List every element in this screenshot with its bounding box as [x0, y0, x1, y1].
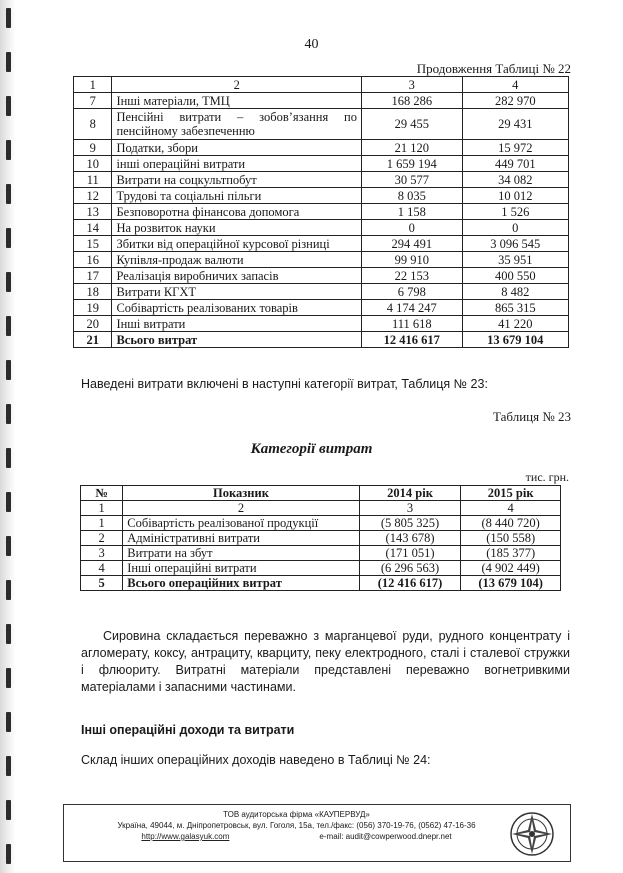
row-name: інші операційні витрати	[112, 156, 362, 172]
column-header: 2015 рік	[461, 486, 561, 501]
binding-mark	[6, 272, 11, 292]
value-2015: (8 440 720)	[461, 516, 561, 531]
row-number: 16	[74, 252, 112, 268]
table-row	[74, 109, 569, 140]
row-name: Пенсійні витрати – зобов’язання по пенсійному забезпеченню	[112, 109, 362, 140]
table-22	[73, 76, 569, 348]
value-2014: 30 577	[362, 172, 463, 188]
table-header-row	[81, 486, 561, 501]
row-number: 15	[74, 236, 112, 252]
value-2015: 282 970	[462, 93, 568, 109]
value-2015: 34 082	[462, 172, 568, 188]
row-name: Витрати на соцкультпобут	[112, 172, 362, 188]
binding-mark	[6, 712, 11, 732]
footer-text	[94, 809, 499, 842]
table-row	[74, 188, 569, 204]
table23-caption: Категорії витрат	[250, 441, 373, 457]
table-row	[74, 284, 569, 300]
table-row	[81, 531, 561, 546]
row-name: Витрати на збут	[123, 546, 359, 561]
row-name: Адміністративні витрати	[123, 531, 359, 546]
column-number: 2	[123, 501, 359, 516]
table-row	[74, 268, 569, 284]
row-number: 3	[81, 546, 123, 561]
row-number: 21	[74, 332, 112, 348]
row-name: Реалізація виробничих запасів	[112, 268, 362, 284]
value-2015: 0	[462, 220, 568, 236]
binding-mark	[6, 52, 11, 72]
binding-mark	[6, 140, 11, 160]
binding-mark	[6, 96, 11, 116]
row-number: 7	[74, 93, 112, 109]
binding-strip	[0, 0, 16, 873]
binding-mark	[6, 668, 11, 688]
value-2014: (12 416 617)	[359, 576, 461, 591]
binding-mark	[6, 756, 11, 776]
value-2014: 22 153	[362, 268, 463, 284]
value-2015: 865 315	[462, 300, 568, 316]
row-number: 12	[74, 188, 112, 204]
row-name: Витрати КГХТ	[112, 284, 362, 300]
section-subheading: Інші операційні доходи та витрати	[81, 723, 295, 737]
table23-units: тис. грн.	[525, 470, 569, 484]
intro-paragraph: Наведені витрати включені в наступні категорії витрат, Таблиця № 23:	[81, 377, 488, 391]
table-row	[74, 140, 569, 156]
value-2014: 12 416 617	[362, 332, 463, 348]
value-2014: 8 035	[362, 188, 463, 204]
value-2015: 35 951	[462, 252, 568, 268]
value-2014: 111 618	[362, 316, 463, 332]
row-number: 11	[74, 172, 112, 188]
value-2014: 6 798	[362, 284, 463, 300]
row-number: 14	[74, 220, 112, 236]
row-number: 5	[81, 576, 123, 591]
row-name: Собівартість реалізованої продукції	[123, 516, 359, 531]
footer-contacts	[94, 831, 499, 842]
table-header-cell: 3	[362, 77, 463, 93]
column-number: 3	[359, 501, 461, 516]
row-name: Всього витрат	[112, 332, 362, 348]
page-number: 40	[304, 37, 319, 52]
table-23	[80, 485, 561, 591]
row-name: Собівартість реалізованих товарів	[112, 300, 362, 316]
table-row	[81, 516, 561, 531]
table-total-row	[81, 576, 561, 591]
table-row	[81, 546, 561, 561]
row-number: 18	[74, 284, 112, 300]
value-2015: 13 679 104	[462, 332, 568, 348]
binding-mark	[6, 360, 11, 380]
row-name: Інші матеріали, ТМЦ	[112, 93, 362, 109]
binding-mark	[6, 580, 11, 600]
row-name: Збитки від операційної курсової різниці	[112, 236, 362, 252]
value-2014: 168 286	[362, 93, 463, 109]
table-row	[74, 172, 569, 188]
column-header: 2014 рік	[359, 486, 461, 501]
row-name: Безповоротна фінансова допомога	[112, 204, 362, 220]
footer-company: ТОВ аудиторська фірма «КАУПЕРВУД»	[223, 810, 370, 819]
table-row	[74, 316, 569, 332]
row-name: Трудові та соціальні пільги	[112, 188, 362, 204]
table-row	[81, 561, 561, 576]
row-name: Купівля-продаж валюти	[112, 252, 362, 268]
row-name: Всього операційних витрат	[123, 576, 359, 591]
row-name: На розвиток науки	[112, 220, 362, 236]
table-row	[74, 204, 569, 220]
binding-mark	[6, 316, 11, 336]
column-header: Показник	[123, 486, 359, 501]
row-number: 19	[74, 300, 112, 316]
binding-mark	[6, 228, 11, 248]
row-name: Податки, збори	[112, 140, 362, 156]
value-2014: (6 296 563)	[359, 561, 461, 576]
row-name: Інші операційні витрати	[123, 561, 359, 576]
row-number: 20	[74, 316, 112, 332]
value-2015: (4 902 449)	[461, 561, 561, 576]
page-footer	[63, 804, 571, 862]
table-row	[74, 220, 569, 236]
row-number: 4	[81, 561, 123, 576]
email-address: e-mail: audit@cowperwood.dnepr.net	[319, 832, 452, 841]
binding-mark	[6, 800, 11, 820]
row-number: 8	[74, 109, 112, 140]
binding-mark	[6, 8, 11, 28]
value-2014: 4 174 247	[362, 300, 463, 316]
row-name: Інші витрати	[112, 316, 362, 332]
column-number: 1	[81, 501, 123, 516]
value-2015: (185 377)	[461, 546, 561, 561]
value-2014: (143 678)	[359, 531, 461, 546]
value-2015: 3 096 545	[462, 236, 568, 252]
value-2015: 8 482	[462, 284, 568, 300]
value-2015: 41 220	[462, 316, 568, 332]
value-2015: 1 526	[462, 204, 568, 220]
value-2015: 449 701	[462, 156, 568, 172]
value-2015: 400 550	[462, 268, 568, 284]
value-2014: 1 158	[362, 204, 463, 220]
value-2015: 10 012	[462, 188, 568, 204]
website-link[interactable]: http://www.galasyuk.com	[141, 832, 230, 841]
table-header-cell: 1	[74, 77, 112, 93]
column-number: 4	[461, 501, 561, 516]
value-2015: (13 679 104)	[461, 576, 561, 591]
binding-mark	[6, 492, 11, 512]
table-row	[74, 300, 569, 316]
binding-mark	[6, 184, 11, 204]
table22-continued-label: Продовження Таблиці № 22	[416, 61, 571, 76]
binding-mark	[6, 404, 11, 424]
binding-mark	[6, 624, 11, 644]
footer-address: Україна, 49044, м. Дніпропетровськ, вул. Гоголя, 15а, тел./факс: (056) 370-19-76, (0562) 47-16-36	[117, 821, 476, 830]
table-numbering-row	[81, 501, 561, 516]
table-row	[74, 252, 569, 268]
row-number: 2	[81, 531, 123, 546]
table23-label: Таблиця № 23	[493, 409, 571, 424]
value-2015: 29 431	[462, 109, 568, 140]
row-number: 17	[74, 268, 112, 284]
table-header-cell: 4	[462, 77, 568, 93]
row-number: 10	[74, 156, 112, 172]
row-number: 1	[81, 516, 123, 531]
table-total-row	[74, 332, 569, 348]
binding-mark	[6, 844, 11, 864]
value-2014: 21 120	[362, 140, 463, 156]
value-2014: (5 805 325)	[359, 516, 461, 531]
value-2014: 29 455	[362, 109, 463, 140]
row-number: 13	[74, 204, 112, 220]
materials-paragraph: Сировина складається переважно з марганцевої руди, рудного концентрату і агломерату, коксу, антрациту, кварциту, пеку електродного, сталі і сталевої стружки і флюориту. Витратні матеріали представлені переважно вогнетривкими матеріалами і запасними частинами.	[81, 629, 570, 694]
value-2014: (171 051)	[359, 546, 461, 561]
table-row	[74, 236, 569, 252]
compass-star-logo-icon	[509, 811, 555, 857]
value-2014: 0	[362, 220, 463, 236]
value-2014: 99 910	[362, 252, 463, 268]
table-row	[74, 156, 569, 172]
row-number: 9	[74, 140, 112, 156]
value-2014: 1 659 194	[362, 156, 463, 172]
column-header: №	[81, 486, 123, 501]
table-row	[74, 93, 569, 109]
binding-mark	[6, 536, 11, 556]
value-2015: 15 972	[462, 140, 568, 156]
table-header-row	[74, 77, 569, 93]
table-header-cell: 2	[112, 77, 362, 93]
table24-intro-paragraph: Склад інших операційних доходів наведено в Таблиці № 24:	[81, 753, 431, 767]
value-2015: (150 558)	[461, 531, 561, 546]
value-2014: 294 491	[362, 236, 463, 252]
